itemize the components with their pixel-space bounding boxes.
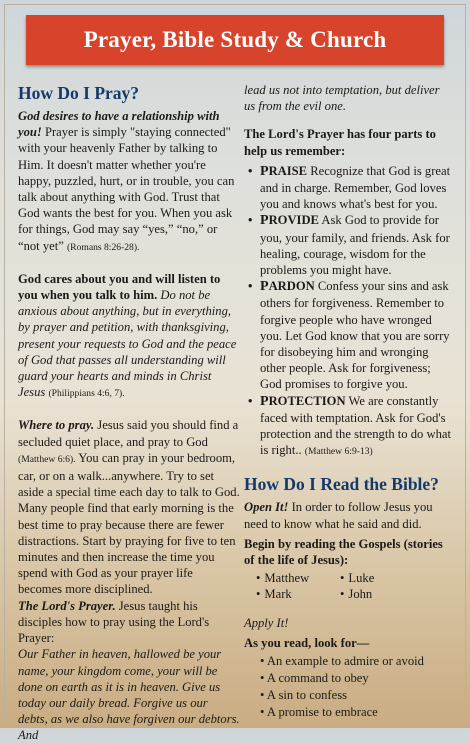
cite-matthew-6-6: (Matthew 6:6).	[18, 453, 76, 465]
list-item-command: • A command to obey	[260, 671, 369, 686]
heading-read-the-bible: How Do I Read the Bible?	[244, 474, 439, 495]
paragraph-relationship	[18, 108, 240, 256]
cite-matthew-6-9: (Matthew 6:9-13)	[304, 446, 373, 458]
lead-relationship: God desires to have a relationship with you!	[18, 109, 220, 140]
four-parts-intro: The Lord's Prayer has four parts to help us remember:	[244, 127, 436, 158]
four-parts-list	[244, 163, 452, 461]
page-title: Prayer, Bible Study & Church	[83, 27, 387, 52]
list-item-sin: • A sin to confess	[260, 688, 347, 703]
text-where-to-pray-2: You can pray in your bedroom, car, or on a walk...anywhere. Try to set aside a special time each day to talk to God. Many people find that early morning is the best time to pray because there are fewer distractions. Start by praying for five to ten minutes and then increase the time you spend with God as your prayer life becomes more disciplined.	[18, 450, 240, 597]
list-item-promise: • A promise to embrace	[260, 705, 378, 720]
paragraph-lords-prayer	[18, 598, 240, 647]
apply-it: Apply It!	[244, 615, 289, 630]
heading-how-do-i-pray: How Do I Pray?	[18, 83, 140, 103]
title-banner	[26, 15, 444, 65]
text-where-to-pray-1: Jesus said you should find a secluded quiet place, and pray to God	[18, 418, 239, 449]
left-column	[18, 82, 240, 744]
book-luke: • Luke	[340, 571, 375, 586]
look-for-list	[244, 653, 452, 721]
lead-lords-prayer: The Lord's Prayer.	[18, 598, 116, 613]
gospels-intro: Begin by reading the Gospels (stories of the life of Jesus):	[244, 536, 443, 568]
look-for-intro: As you read, look for—	[244, 635, 370, 650]
cite-romans: (Romans 8:26-28).	[66, 241, 140, 253]
list-item-protection: • PROTECTION We are constantly faced with temptation. Ask for God's protection and the strength to do what is right.. (Matthew 6:9-13)	[248, 393, 451, 458]
text-relationship: Prayer is simply "staying connected" with your heavenly Father by talking to Him. It doesn't matter whether you're happy, puzzled, hurt, or in trouble, you can talk about anything with God. Trust that God wants the best for you. When you ask for things, God may say “yes,” “no,” or “not yet”	[18, 125, 235, 253]
book-mark: • Mark	[256, 587, 292, 602]
text-god-cares: Do not be anxious about anything, but in everything, by prayer and petition, with thanksgiving, present your requests to God and the peace of God that passes all understanding will guard your hearts and minds in Christ Jesus	[18, 288, 237, 400]
list-item-provide: • PROVIDE Ask God to provide for you, your family, and friends. Ask for healing, courage, wisdom for the problems you might have.	[248, 213, 450, 278]
text-open-it: In order to follow Jesus you need to know what he said and did.	[244, 500, 433, 531]
prayer-ending: lead us not into temptation, but deliver us from the evil one.	[244, 83, 440, 114]
paragraph-open-it	[244, 499, 452, 531]
gospel-books	[244, 570, 452, 602]
text-lords-prayer: Jesus taught his disciples how to pray using the Lord's Prayer:	[18, 598, 210, 646]
lead-god-cares: God cares about you and will listen to you when you talk to him.	[18, 271, 221, 303]
book-john: • John	[340, 587, 373, 602]
book-matthew: • Matthew	[256, 571, 310, 586]
paragraph-god-cares	[18, 271, 240, 403]
lead-open-it: Open It!	[244, 500, 289, 515]
list-item-example: • An example to admire or avoid	[260, 654, 424, 669]
list-item-praise: • PRAISE Recognize that God is great and in charge. Remember, God loves you and knows what's best for you.	[248, 163, 451, 212]
prayer-text: Our Father in heaven, hallowed be your name, your kingdom come, your will be done on earth as it is in heaven. Give us today our daily bread. Forgive us our debts, as we also have forgiven our debtors. And	[18, 647, 240, 743]
right-column	[244, 82, 452, 721]
list-item-pardon: • PARDON Confess your sins and ask others for forgiveness. Remember to forgive people who have wronged you. Let God know that you are sorry for disobeying him and wronging other people. Ask for forgiveness; God promises to forgive you.	[248, 279, 450, 392]
lead-where-to-pray: Where to pray.	[18, 418, 95, 433]
cite-philippians: (Philippians 4:6, 7).	[48, 388, 125, 400]
paragraph-where-to-pray	[18, 417, 240, 597]
